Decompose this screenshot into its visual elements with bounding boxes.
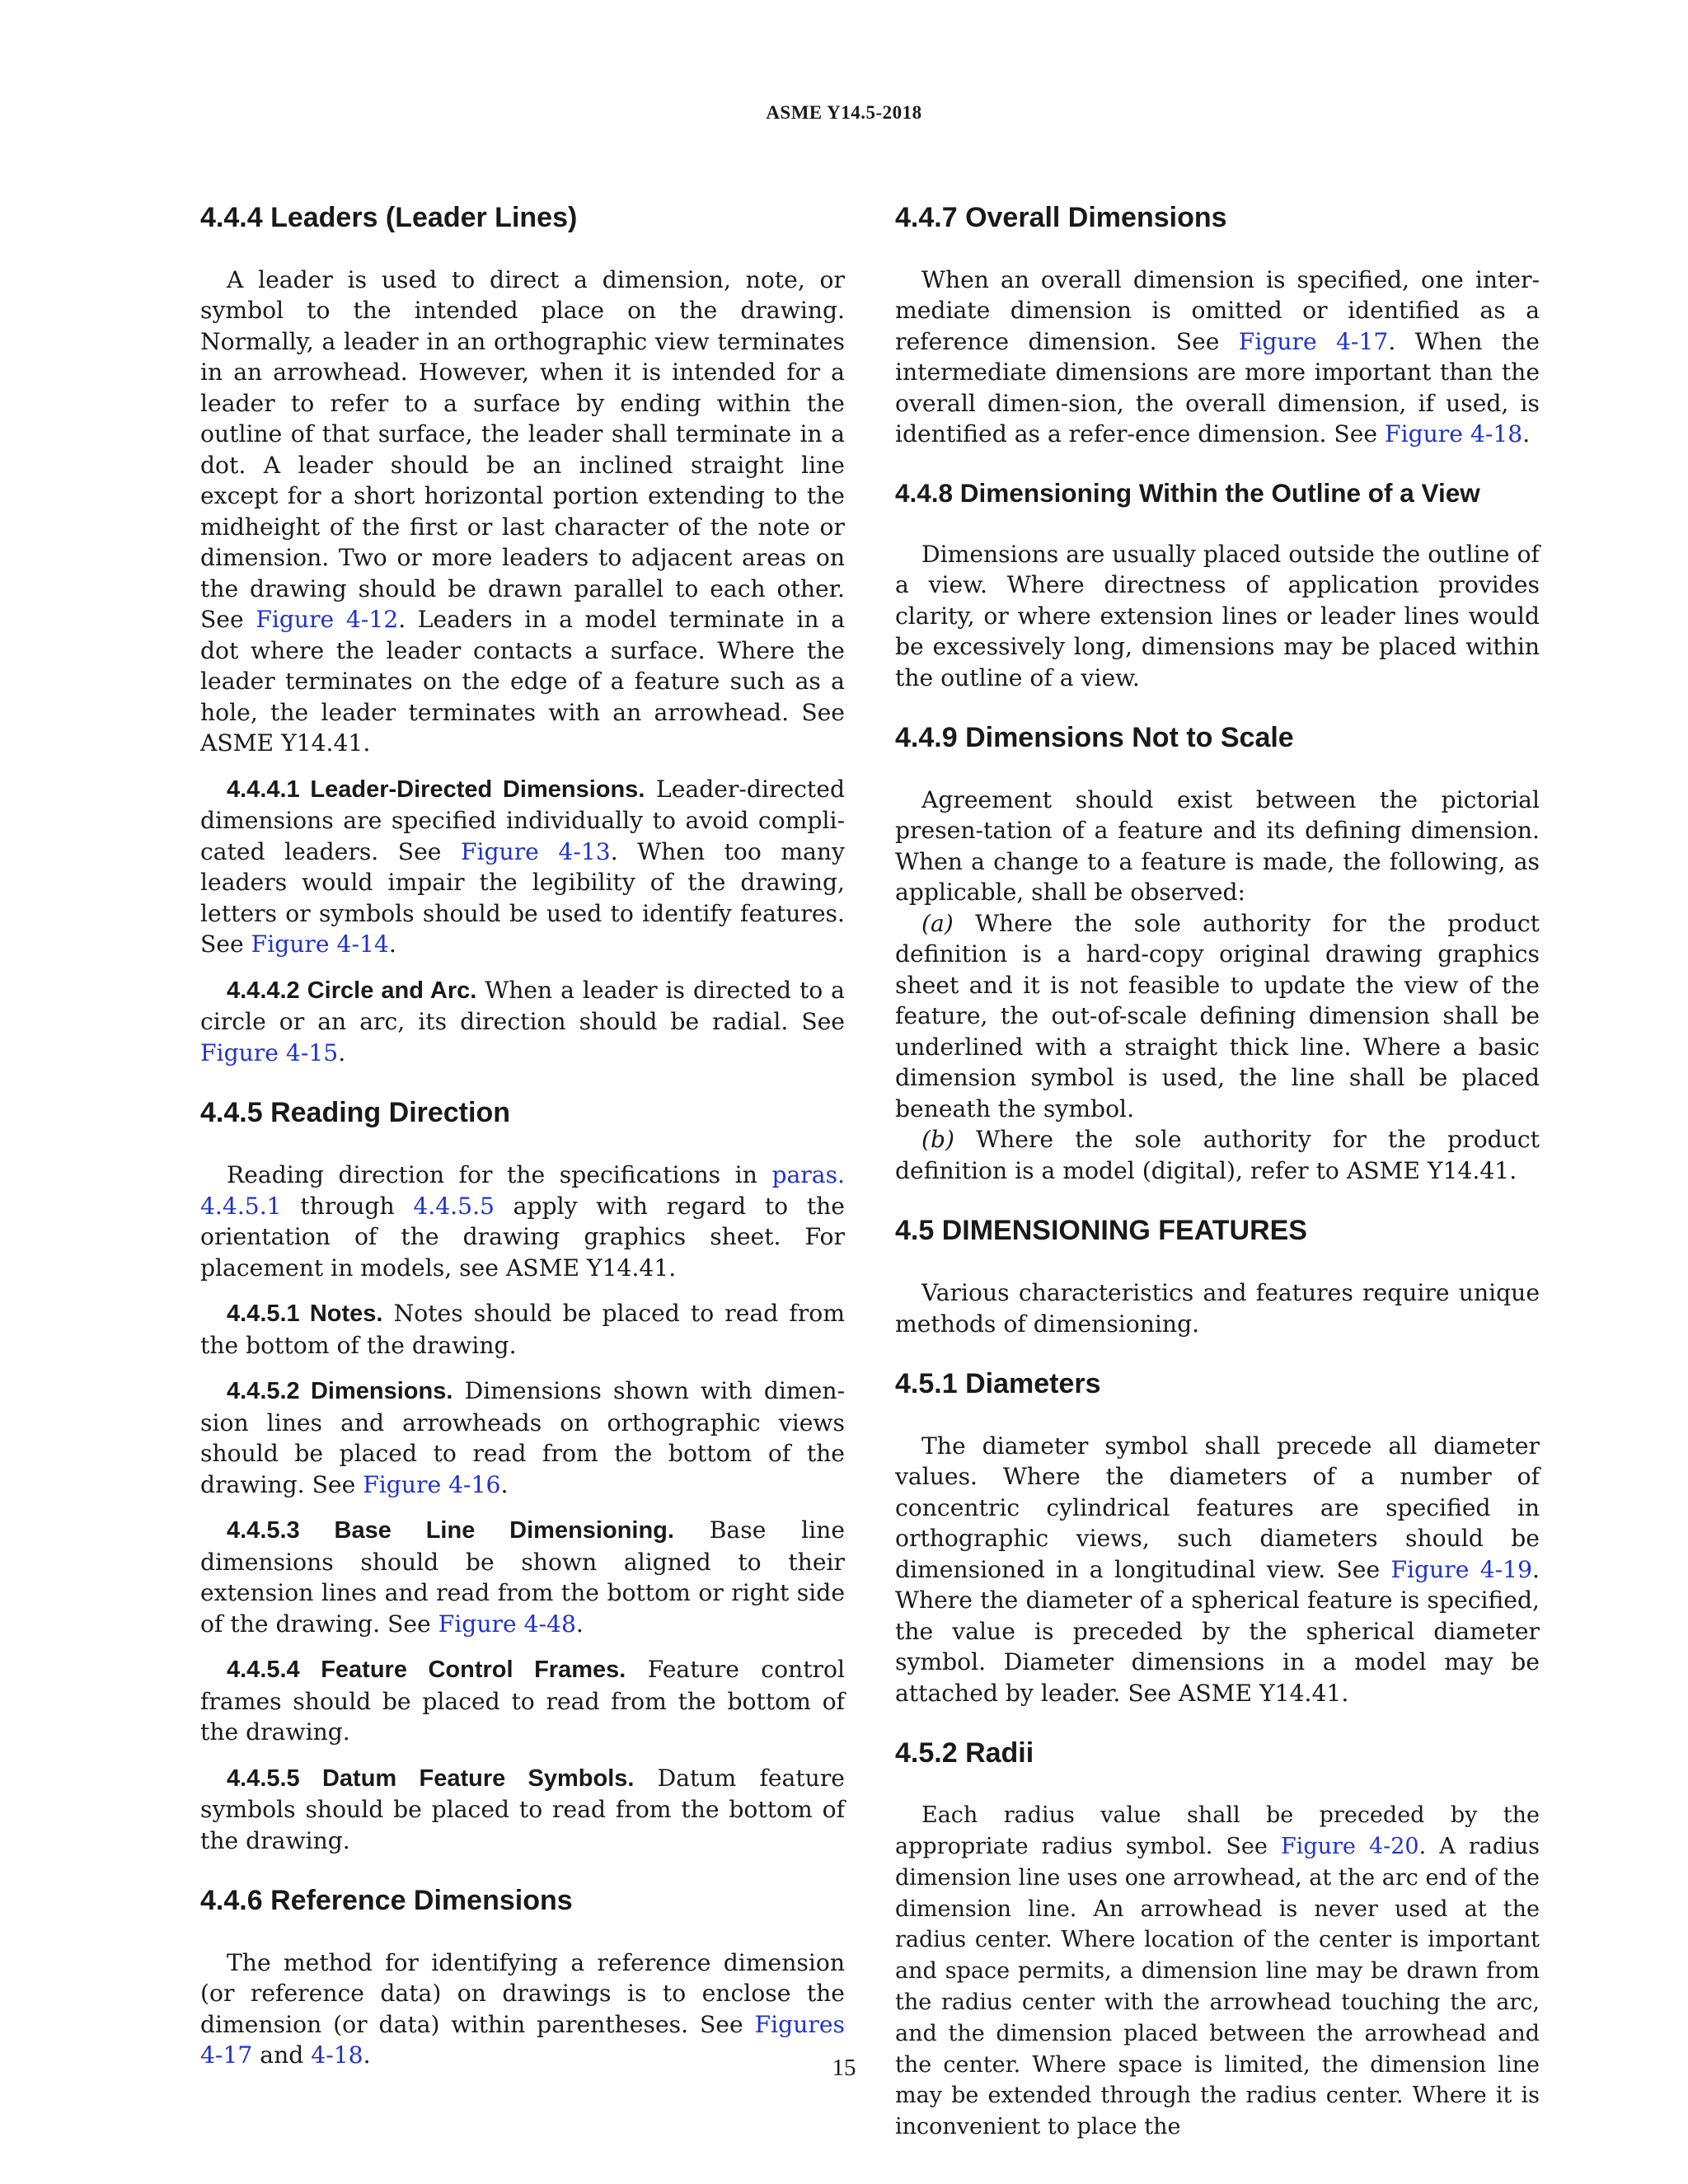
list-item: (a) Where the sole authority for the product definition is a hard-copy original drawing graphics sheet and it is not feasible to update the view of the feature, the out-of-scale defining dimension shall be underlined with a straight thick line. Where a basic dimension symbol is used, the line shall be placed beneath the symbol.	[895, 909, 1540, 1122]
paragraph: Various characteristics and features require unique methods of dimensioning.	[895, 1279, 1540, 1338]
paragraph: The diameter symbol shall precede all diameter values. Where the diameters of a number of concentric cylindrical features are specified in orthographic views, such diameters should be dimensioned in a longitudinal view. See Figure 4-19. Where the diameter of a spherical feature is specified, the value is preceded by the spherical diameter symbol. Diameter dimensions in a model may be attached by leader. See ASME Y14.41.	[895, 1432, 1540, 1707]
paragraph: Agreement should exist between the pictorial presen-tation of a feature and its defining dimension. When a change to a feature is made, the following, as applicable, shall be observed:	[895, 785, 1540, 907]
list-label: (b)	[921, 1126, 955, 1154]
page-number: 15	[832, 2055, 856, 2081]
section-heading: 4.4.6 Reference Dimensions	[200, 1885, 573, 1917]
paragraph: 4.4.4.1 Leader-Directed Dimensions. Leader-directed dimensions are specified individually to avoid compli-cated leaders. See Figure 4-13. When too many leaders would impair the legibility of the drawing, letters or symbols should be used to identify features. See Figure 4-14.	[200, 775, 845, 958]
figure-link[interactable]: 4-18	[311, 2041, 363, 2069]
run-in-heading: 4.4.5.3 Base Line Dimensioning.	[227, 1517, 674, 1544]
paragraph: A leader is used to direct a dimension, note, or symbol to the intended place on the drawing. Normally, a leader in an orthographic view terminates in an arrowhead. However, when it is intended for a leader to refer to a surface by ending within the outline of that surface, the leader shall terminate in a dot. A leader should be an inclined straight line except for a short horizontal portion extending to the midheight of the first or last character of the note or dimension. Two or more leaders to adjacent areas on the drawing should be drawn parallel to each other. See Figure 4-12. Leaders in a model terminate in a dot where the leader contacts a surface. Where the leader terminates on the edge of a feature such as a hole, the leader terminates with an arrowhead. See ASME Y14.41.	[200, 265, 846, 757]
list-label: (a)	[921, 909, 954, 937]
figure-link[interactable]: Figure 4-15	[200, 1038, 339, 1066]
figure-link[interactable]: Figure 4-18	[1385, 420, 1523, 448]
figure-link[interactable]: Figure 4-14	[251, 930, 389, 958]
section-heading: 4.4.9 Dimensions Not to Scale	[895, 722, 1294, 754]
para-link[interactable]: paras. 4.4.5.1	[200, 1161, 845, 1220]
paragraph: 4.4.4.2 Circle and Arc. When a leader is directed to a circle or an arc, its direction should be radial. See Figure 4-15.	[200, 976, 845, 1066]
section-heading: 4.5.2 Radii	[895, 1737, 1034, 1769]
list-item: (b) Where the sole authority for the product definition is a model (digital), refer to ASME Y14.41.	[895, 1126, 1540, 1184]
running-header: ASME Y14.5-2018	[766, 102, 922, 123]
section-heading: 4.4.4 Leaders (Leader Lines)	[200, 202, 578, 233]
figure-link[interactable]: Figure 4-12	[256, 606, 399, 634]
paragraph: 4.4.5.2 Dimensions. Dimensions shown with dimen-sion lines and arrowheads on orthographic views should be placed to read from the bottom of the drawing. See Figure 4-16.	[200, 1377, 845, 1498]
paragraph: 4.4.5.3 Base Line Dimensioning. Base line dimensions should be shown aligned to their extension lines and read from the bottom or right side of the drawing. See Figure 4-48.	[200, 1516, 846, 1638]
right-column	[895, 201, 1540, 2158]
figure-link[interactable]: Figures 4-17	[200, 2010, 845, 2069]
paragraph: The method for identifying a reference dimension (or reference data) on drawings is to enclose the dimension (or data) within parentheses. See Figures 4-17 and 4-18.	[200, 1948, 845, 2069]
figure-link[interactable]: Figure 4-16	[363, 1470, 501, 1498]
figure-link[interactable]: Figure 4-17	[1238, 327, 1389, 355]
paragraph: Dimensions are usually placed outside the outline of a view. Where directness of application provides clarity, or where extension lines or leader lines would be excessively long, dimensions may be placed within the outline of a view.	[895, 540, 1540, 691]
run-in-heading: 4.4.4.2 Circle and Arc.	[227, 977, 477, 1004]
section-heading: 4.5 DIMENSIONING FEATURES	[895, 1215, 1307, 1247]
section-heading: 4.4.7 Overall Dimensions	[895, 202, 1227, 233]
para-link[interactable]: 4.4.5.5	[413, 1192, 495, 1220]
paragraph: 4.4.5.1 Notes. Notes should be placed to read from the bottom of the drawing.	[200, 1300, 846, 1359]
run-in-heading: 4.4.5.5 Datum Feature Symbols.	[227, 1765, 635, 1792]
left-column	[200, 201, 845, 2086]
paragraph: 4.4.5.5 Datum Feature Symbols. Datum feature symbols should be placed to read from the bottom of the drawing.	[200, 1764, 845, 1854]
run-in-heading: 4.4.5.2 Dimensions.	[227, 1378, 453, 1405]
figure-link[interactable]: Figure 4-19	[1390, 1555, 1533, 1583]
paragraph: Each radius value shall be preceded by the appropriate radius symbol. See Figure 4-20. A radius dimension line uses one arrowhead, at the arc end of the dimension line. An arrowhead is never used at the radius center. Where location of the center is important and space permits, a dimension line may be drawn from the radius center with the arrowhead touching the arc, and the dimension placed between the arrowhead and the center. Where space is limited, the dimension line may be extended through the radius center. Where it is inconvenient to place the	[895, 1802, 1540, 2140]
section-heading: 4.5.1 Diameters	[895, 1368, 1101, 1400]
figure-link[interactable]: Figure 4-48	[438, 1610, 576, 1638]
run-in-heading: 4.4.5.1 Notes.	[227, 1301, 383, 1328]
run-in-heading: 4.4.5.4 Feature Control Frames.	[227, 1657, 626, 1684]
paragraph: Reading direction for the specifications in paras. 4.4.5.1 through 4.4.5.5 apply with regard to the orientation of the drawing graphics sheet. For placement in models, see ASME Y14.41.	[200, 1161, 845, 1282]
section-heading: 4.4.8 Dimensioning Within the Outline of a View	[895, 477, 1480, 508]
paragraph: 4.4.5.4 Feature Control Frames. Feature control frames should be placed to read from the bottom of the drawing.	[200, 1656, 845, 1746]
figure-link[interactable]: Figure 4-20	[1280, 1834, 1419, 1860]
run-in-heading: 4.4.4.1 Leader-Directed Dimensions.	[227, 776, 645, 803]
paragraph: When an overall dimension is specified, one inter-mediate dimension is omitted or identified as a reference dimension. See Figure 4-17. When the intermediate dimensions are more important than the overall dimen-sion, the overall dimension, if used, is identified as a refer-ence dimension. See Figure 4-18.	[895, 265, 1540, 448]
figure-link[interactable]: Figure 4-13	[460, 837, 611, 865]
section-heading: 4.4.5 Reading Direction	[200, 1097, 510, 1129]
